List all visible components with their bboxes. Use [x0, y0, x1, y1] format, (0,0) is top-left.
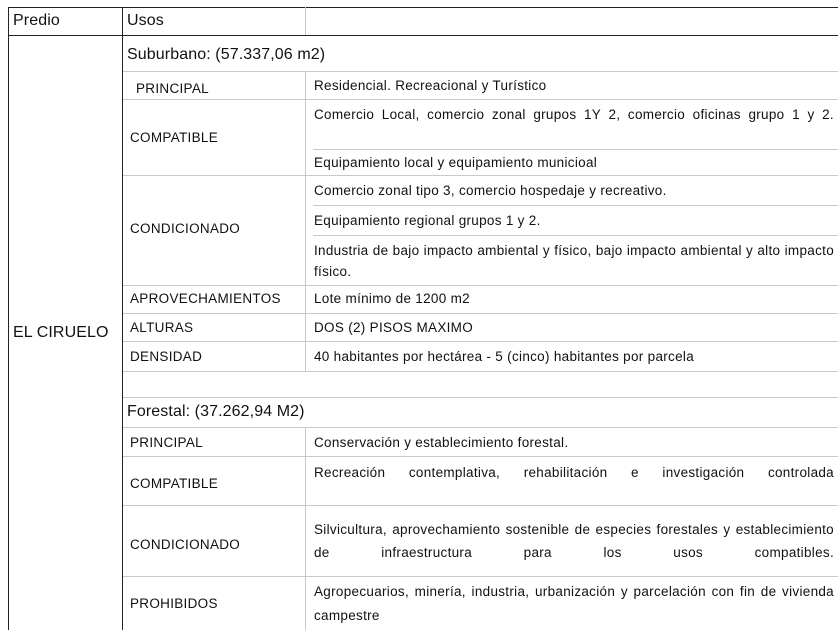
- section-title-forestal: Forestal: (37.262,94 M2): [127, 403, 305, 420]
- row-label-principal: PRINCIPAL: [130, 435, 203, 450]
- row-label-condicionado: CONDICIONADO: [130, 537, 241, 552]
- hline: [123, 71, 838, 72]
- hline: [313, 205, 838, 206]
- row-value: 40 habitantes por hectárea - 5 (cinco) habitantes por parcela: [314, 349, 695, 364]
- row-label-compatible: COMPATIBLE: [130, 476, 219, 491]
- row-value: Recreación contemplativa, rehabilitación e investigación controlada: [314, 465, 834, 480]
- hline: [123, 285, 838, 286]
- row-value: Agropecuarios, minería, industria, urbanización y parcelación con fin de vivienda campestre: [314, 584, 834, 623]
- predio-column-border: [122, 7, 123, 630]
- row-value: Residencial. Recreacional y Turístico: [314, 78, 547, 93]
- hline: [123, 371, 838, 372]
- row-label-principal: PRINCIPAL: [136, 81, 209, 96]
- row-label-compatible: COMPATIBLE: [130, 130, 219, 145]
- land-use-table: [8, 7, 838, 630]
- hline: [123, 99, 838, 100]
- row-label-densidad: DENSIDAD: [130, 349, 203, 364]
- hline: [123, 505, 838, 506]
- section-title-suburbano: Suburbano: (57.337,06 m2): [127, 46, 326, 63]
- row-value: Industria de bajo impacto ambiental y físico, bajo impacto ambiental y alto impacto físico.: [314, 243, 834, 279]
- hline: [313, 149, 838, 150]
- hline: [123, 576, 838, 577]
- header-usos: Usos: [127, 12, 164, 29]
- row-value: Comercio Local, comercio zonal grupos 1Y 2, comercio oficinas grupo 1 y 2.: [314, 107, 834, 122]
- table-border-left: [8, 7, 9, 630]
- hline: [123, 175, 838, 176]
- vline: [305, 427, 306, 630]
- hline: [123, 313, 838, 314]
- row-value: Comercio zonal tipo 3, comercio hospedaje y recreativo.: [314, 183, 667, 198]
- row-label-alturas: ALTURAS: [130, 320, 194, 335]
- row-value: Equipamiento regional grupos 1 y 2.: [314, 213, 541, 228]
- hline: [123, 427, 838, 428]
- header-border-bottom: [8, 35, 838, 36]
- row-value: Lote mínimo de 1200 m2: [314, 291, 470, 306]
- header-predio: Predio: [13, 12, 60, 29]
- predio-name: EL CIRUELO: [13, 324, 109, 341]
- hline: [313, 235, 838, 236]
- header-divider: [305, 7, 306, 35]
- row-value: Equipamiento local y equipamiento municioal: [314, 155, 598, 170]
- vline: [305, 71, 306, 371]
- row-label-aprovechamientos: APROVECHAMIENTOS: [130, 291, 281, 306]
- table-border-top: [8, 7, 838, 8]
- hline: [123, 397, 838, 398]
- row-value: Conservación y establecimiento forestal.: [314, 435, 569, 450]
- row-label-condicionado: CONDICIONADO: [130, 221, 241, 236]
- hline: [123, 456, 838, 457]
- row-value: DOS (2) PISOS MAXIMO: [314, 320, 474, 335]
- row-value: Silvicultura, aprovechamiento sostenible de especies forestales y establecimiento de infraestructura para los usos compatibles.: [314, 522, 834, 560]
- hline: [123, 341, 838, 342]
- row-label-prohibidos: PROHIBIDOS: [130, 596, 218, 611]
